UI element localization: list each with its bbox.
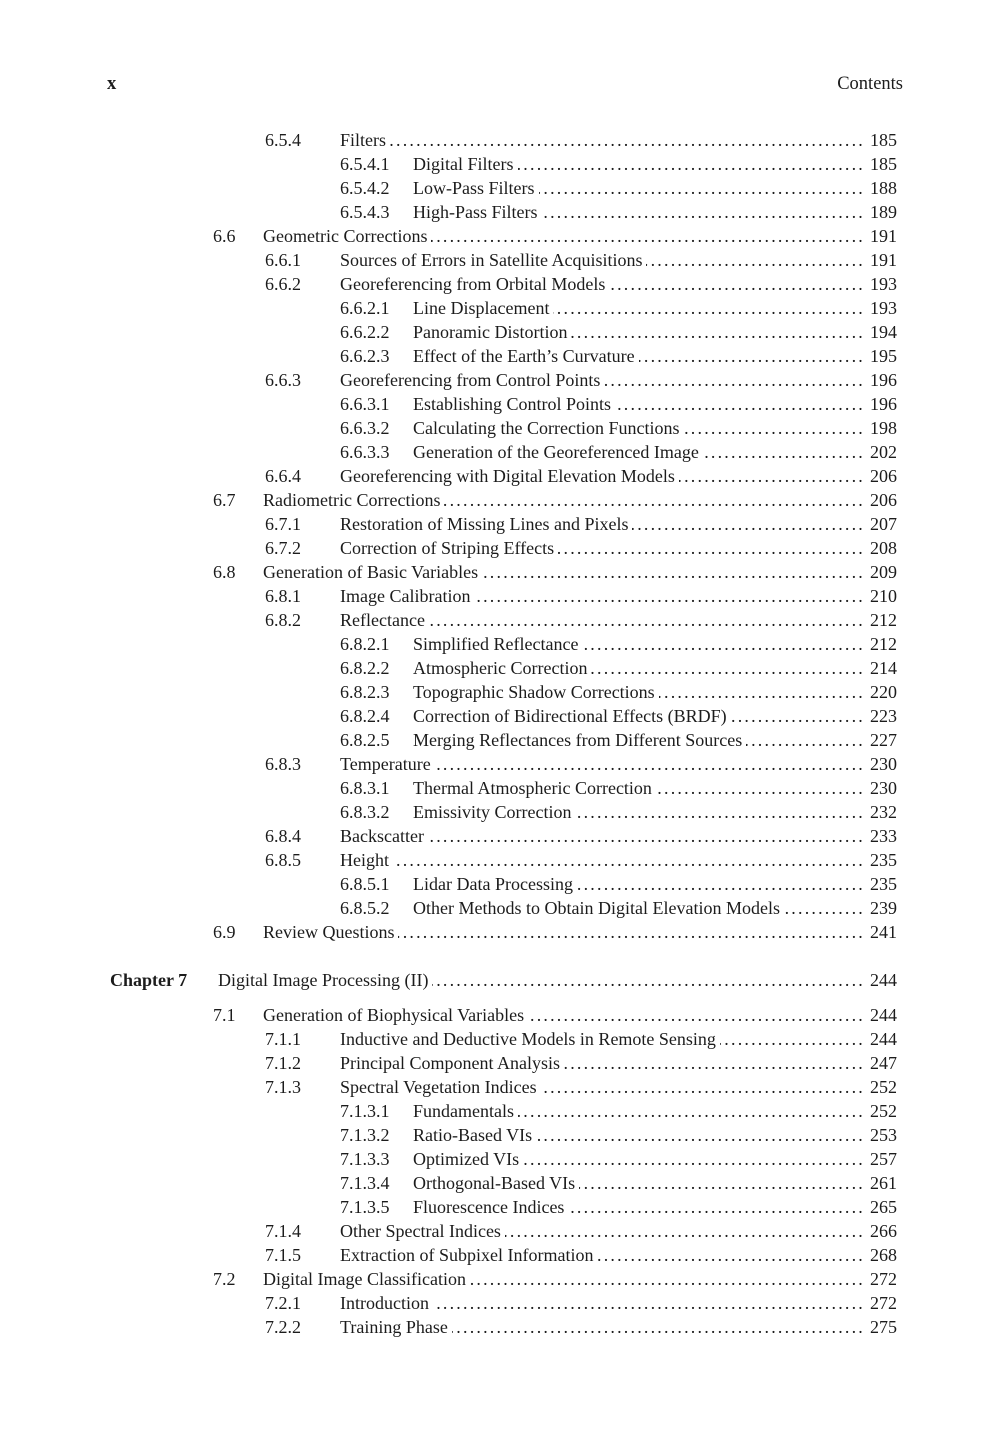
toc-dot-leader (505, 1219, 865, 1243)
toc-entry-page: 239 (870, 898, 897, 918)
toc-entry-number: 7.1.3 (265, 1077, 301, 1097)
toc-dot-leader (433, 1291, 865, 1315)
toc-entry (213, 1027, 897, 1051)
toc-entry-number: 6.6.3.2 (340, 418, 390, 438)
toc-entry-page: 233 (870, 826, 897, 846)
toc-entry (213, 368, 897, 392)
toc-dot-leader (591, 656, 865, 680)
toc-dot-leader (470, 1267, 865, 1291)
toc-entry-title: Other Spectral Indices (340, 1221, 501, 1241)
toc-dot-leader (523, 1147, 865, 1171)
toc-dot-leader (553, 296, 865, 320)
toc-entry (213, 824, 897, 848)
toc-dot-leader (784, 896, 865, 920)
toc-dot-leader (571, 320, 865, 344)
toc-entry (213, 1291, 897, 1315)
toc-entry (213, 440, 897, 464)
toc-entry-title: Merging Reflectances from Different Sources (413, 730, 743, 750)
toc-entry-page: 207 (870, 514, 897, 534)
toc-dot-leader (679, 464, 865, 488)
toc-dot-leader (539, 176, 866, 200)
toc-entry (213, 704, 897, 728)
toc-entry-title: Georeferencing from Control Points (340, 370, 601, 390)
toc-entry-number: 7.1.3.2 (340, 1125, 390, 1145)
toc-entry-number: 7.1.3.3 (340, 1149, 390, 1169)
toc-entry (213, 224, 897, 248)
toc-dot-leader (518, 1099, 865, 1123)
toc-entry-title: Atmospheric Correction (413, 658, 588, 678)
toc-entry-title: Radiometric Corrections (263, 490, 441, 510)
toc-entry-title: Height (340, 850, 389, 870)
toc-entry (213, 1123, 897, 1147)
toc-entry-page: 208 (870, 538, 897, 558)
toc-entry-title: Line Displacement (413, 298, 550, 318)
toc-entry-title: Image Calibration (340, 586, 471, 606)
toc-entry-page: 257 (870, 1149, 897, 1169)
toc-entry-number: 6.8.3.2 (340, 802, 390, 822)
toc-entry (213, 896, 897, 920)
toc-entry-page: 198 (870, 418, 897, 438)
toc-entry (213, 1219, 897, 1243)
toc-entry-number: 6.8.3.1 (340, 778, 390, 798)
toc-entry-number: 6.6.3.3 (340, 442, 390, 462)
toc-section-list-chapter7 (213, 1003, 897, 1339)
toc-entry-number: 6.6.2.3 (340, 346, 390, 366)
toc-dot-leader (639, 344, 865, 368)
toc-entry (213, 416, 897, 440)
toc-dot-leader (656, 776, 865, 800)
toc-entry-page: 191 (870, 226, 897, 246)
toc-entry (213, 464, 897, 488)
toc-dot-leader (683, 416, 865, 440)
toc-entry (213, 584, 897, 608)
toc-entry-title: Ratio-Based VIs (413, 1125, 533, 1145)
toc-entry (213, 632, 897, 656)
toc-entry-title: Digital Image Classification (263, 1269, 466, 1289)
toc-entry-title: Optimized VIs (413, 1149, 520, 1169)
toc-dot-leader (577, 872, 865, 896)
toc-entry-title: Restoration of Missing Lines and Pixels (340, 514, 629, 534)
toc-entry-page: 212 (870, 634, 897, 654)
toc-entry (213, 200, 897, 224)
toc-entry-number: 6.8.2.4 (340, 706, 390, 726)
toc-entry-page: 210 (870, 586, 897, 606)
toc-entry-number: 6.6.4 (265, 466, 301, 486)
toc-entry (213, 272, 897, 296)
toc-entry-title: Calculating the Correction Functions (413, 418, 680, 438)
toc-entry-page: 212 (870, 610, 897, 630)
toc-entry (213, 392, 897, 416)
toc-entry-number: 6.6.3 (265, 370, 301, 390)
toc-entry-title: Filters (340, 130, 387, 150)
toc-entry-title: Backscatter (340, 826, 424, 846)
toc-entry-title: Thermal Atmospheric Correction (413, 778, 652, 798)
toc-entry-number: 6.6.2 (265, 274, 301, 294)
toc-entry-page: 195 (870, 346, 897, 366)
toc-entry-title: Effect of the Earth’s Curvature (413, 346, 635, 366)
toc-entry-title: Principal Component Analysis (340, 1053, 560, 1073)
toc-dot-leader (435, 752, 865, 776)
toc-dot-leader (541, 1075, 865, 1099)
toc-dot-leader (731, 704, 865, 728)
toc-entry (213, 152, 897, 176)
toc-entry-title: Orthogonal-Based VIs (413, 1173, 576, 1193)
table-of-contents (110, 128, 897, 1339)
toc-dot-leader (536, 1123, 865, 1147)
toc-entry-number: 6.5.4 (265, 130, 301, 150)
toc-entry (213, 728, 897, 752)
toc-entry-title: Emissivity Correction (413, 802, 572, 822)
toc-entry-number: 6.8.5 (265, 850, 301, 870)
toc-entry (213, 656, 897, 680)
toc-dot-leader (390, 128, 865, 152)
toc-dot-leader (720, 1027, 865, 1051)
toc-entry-number: 6.5.4.2 (340, 178, 390, 198)
toc-entry-number: 6.9 (213, 922, 236, 942)
toc-entry-title: Introduction (340, 1293, 429, 1313)
toc-entry-number: 6.6 (213, 226, 236, 246)
toc-entry-page: 247 (870, 1053, 897, 1073)
toc-entry-page: 268 (870, 1245, 897, 1265)
toc-entry (213, 776, 897, 800)
toc-entry-number: 6.8.2.5 (340, 730, 390, 750)
toc-entry-number: 7.1.3.5 (340, 1197, 390, 1217)
toc-entry-title: Review Questions (263, 922, 395, 942)
toc-dot-leader (474, 584, 865, 608)
toc-entry (213, 512, 897, 536)
toc-entry-page: 252 (870, 1077, 897, 1097)
toc-dot-leader (579, 1171, 865, 1195)
toc-entry-title: Other Methods to Obtain Digital Elevation Models (413, 898, 780, 918)
toc-entry-title: Temperature (340, 754, 431, 774)
toc-entry-number: 7.2.1 (265, 1293, 301, 1313)
toc-entry-number: 6.6.3.1 (340, 394, 390, 414)
toc-entry (213, 296, 897, 320)
toc-entry-page: 185 (870, 154, 897, 174)
toc-entry-page: 196 (870, 370, 897, 390)
toc-entry-number: 6.7.1 (265, 514, 301, 534)
toc-dot-leader (452, 1315, 865, 1339)
toc-entry-number: 6.7 (213, 490, 236, 510)
toc-dot-leader (482, 560, 865, 584)
toc-dot-leader (746, 728, 865, 752)
toc-entry-page: 244 (870, 1029, 897, 1049)
toc-chapter-page: 244 (870, 970, 897, 990)
toc-dot-leader (431, 224, 865, 248)
toc-entry-page: 232 (870, 802, 897, 822)
toc-dot-leader (597, 1243, 865, 1267)
toc-dot-leader (609, 272, 865, 296)
toc-dot-leader (393, 848, 865, 872)
toc-entry-page: 266 (870, 1221, 897, 1241)
toc-entry-page: 191 (870, 250, 897, 270)
toc-entry (213, 752, 897, 776)
toc-entry-title: High-Pass Filters (413, 202, 538, 222)
toc-entry-number: 7.1.5 (265, 1245, 301, 1265)
toc-entry-number: 6.8.2.2 (340, 658, 390, 678)
toc-entry-page: 272 (870, 1293, 897, 1313)
toc-entry-title: Training Phase (340, 1317, 448, 1337)
toc-entry-title: Generation of the Georeferenced Image (413, 442, 699, 462)
toc-entry-title: Panoramic Distortion (413, 322, 568, 342)
toc-entry (213, 536, 897, 560)
page-header (107, 72, 903, 96)
toc-entry (213, 1051, 897, 1075)
toc-entry-number: 6.8.5.1 (340, 874, 390, 894)
toc-entry (213, 1147, 897, 1171)
toc-entry-title: Low-Pass Filters (413, 178, 535, 198)
toc-entry-number: 6.5.4.3 (340, 202, 390, 222)
toc-entry (213, 1315, 897, 1339)
toc-entry-title: Inductive and Deductive Models in Remote Sensing (340, 1029, 716, 1049)
toc-dot-leader (432, 968, 865, 992)
toc-entry-page: 241 (870, 922, 897, 942)
toc-entry (213, 248, 897, 272)
toc-dot-leader (428, 824, 865, 848)
toc-entry-page: 230 (870, 754, 897, 774)
toc-entry-number: 6.6.2.1 (340, 298, 390, 318)
toc-entry (213, 1075, 897, 1099)
toc-entry-number: 6.6.2.2 (340, 322, 390, 342)
toc-entry-page: 220 (870, 682, 897, 702)
toc-entry-title: Digital Filters (413, 154, 514, 174)
toc-chapter-label: Chapter 7 (110, 970, 188, 990)
toc-entry-page: 185 (870, 130, 897, 150)
toc-entry-title: Fundamentals (413, 1101, 514, 1121)
toc-dot-leader (646, 248, 865, 272)
toc-entry-page: 235 (870, 850, 897, 870)
toc-entry-title: Reflectance (340, 610, 425, 630)
toc-entry-number: 7.2 (213, 1269, 236, 1289)
toc-chapter-title: Digital Image Processing (II) (218, 970, 429, 990)
toc-entry (213, 320, 897, 344)
toc-entry-page: 275 (870, 1317, 897, 1337)
toc-entry-title: Establishing Control Points (413, 394, 612, 414)
toc-entry (213, 848, 897, 872)
toc-entry-title: Spectral Vegetation Indices (340, 1077, 537, 1097)
toc-entry-title: Extraction of Subpixel Information (340, 1245, 594, 1265)
folio-page-number: x (107, 74, 117, 94)
toc-entry-page: 244 (870, 1005, 897, 1025)
toc-entry (213, 800, 897, 824)
toc-dot-leader (542, 200, 865, 224)
toc-entry-page: 272 (870, 1269, 897, 1289)
toc-dot-leader (659, 680, 865, 704)
toc-entry (213, 1003, 897, 1027)
toc-dot-leader (398, 920, 865, 944)
toc-chapter-entry (110, 968, 897, 992)
toc-entry-number: 7.1 (213, 1005, 236, 1025)
toc-entry-page: 202 (870, 442, 897, 462)
toc-entry (213, 488, 897, 512)
toc-entry-number: 6.8.4 (265, 826, 301, 846)
toc-entry (213, 872, 897, 896)
toc-entry-title: Topographic Shadow Corrections (413, 682, 655, 702)
toc-dot-leader (632, 512, 865, 536)
toc-entry-number: 6.8.5.2 (340, 898, 390, 918)
toc-entry-number: 6.8.1 (265, 586, 301, 606)
toc-entry (213, 1243, 897, 1267)
toc-entry-number: 7.2.2 (265, 1317, 301, 1337)
toc-entry (213, 176, 897, 200)
toc-entry-number: 6.8.2.3 (340, 682, 390, 702)
toc-entry-number: 7.1.3.4 (340, 1173, 390, 1193)
toc-entry-number: 7.1.1 (265, 1029, 301, 1049)
toc-entry-number: 6.8.2.1 (340, 634, 390, 654)
toc-entry-page: 230 (870, 778, 897, 798)
toc-entry (213, 1171, 897, 1195)
toc-entry-title: Sources of Errors in Satellite Acquisitions (340, 250, 643, 270)
toc-entry-page: 227 (870, 730, 897, 750)
toc-entry-page: 214 (870, 658, 897, 678)
toc-dot-leader (582, 632, 865, 656)
toc-dot-leader (429, 608, 865, 632)
toc-dot-leader (564, 1051, 865, 1075)
toc-entry-page: 235 (870, 874, 897, 894)
toc-entry-title: Generation of Biophysical Variables (263, 1005, 525, 1025)
toc-entry-page: 209 (870, 562, 897, 582)
toc-entry (213, 920, 897, 944)
toc-entry-title: Correction of Striping Effects (340, 538, 555, 558)
toc-entry (213, 1267, 897, 1291)
toc-entry-number: 7.1.4 (265, 1221, 301, 1241)
toc-dot-leader (518, 152, 866, 176)
toc-entry-number: 6.5.4.1 (340, 154, 390, 174)
toc-dot-leader (615, 392, 865, 416)
toc-entry-title: Georeferencing from Orbital Models (340, 274, 606, 294)
toc-dot-leader (575, 800, 865, 824)
toc-dot-leader (568, 1195, 865, 1219)
toc-entry-page: 252 (870, 1101, 897, 1121)
toc-entry-page: 188 (870, 178, 897, 198)
toc-entry-title: Correction of Bidirectional Effects (BRDF) (413, 706, 727, 726)
toc-entry (213, 1099, 897, 1123)
toc-entry-number: 7.1.2 (265, 1053, 301, 1073)
toc-dot-leader (444, 488, 865, 512)
toc-entry (213, 560, 897, 584)
toc-entry-title: Generation of Basic Variables (263, 562, 479, 582)
toc-entry-number: 7.1.3.1 (340, 1101, 390, 1121)
toc-entry-number: 6.8.2 (265, 610, 301, 630)
toc-entry-page: 265 (870, 1197, 897, 1217)
toc-dot-leader (558, 536, 865, 560)
toc-entry-page: 253 (870, 1125, 897, 1145)
toc-section-list-chapter6 (213, 128, 897, 944)
toc-entry-page: 206 (870, 490, 897, 510)
toc-entry (213, 608, 897, 632)
toc-entry-page: 196 (870, 394, 897, 414)
toc-entry-number: 6.7.2 (265, 538, 301, 558)
toc-entry-number: 6.6.1 (265, 250, 301, 270)
toc-entry (213, 680, 897, 704)
toc-entry (213, 344, 897, 368)
toc-entry-number: 6.8 (213, 562, 236, 582)
toc-entry (213, 128, 897, 152)
toc-entry-title: Lidar Data Processing (413, 874, 573, 894)
toc-entry-page: 223 (870, 706, 897, 726)
toc-entry-page: 206 (870, 466, 897, 486)
toc-entry-title: Geometric Corrections (263, 226, 428, 246)
toc-entry-page: 193 (870, 298, 897, 318)
toc-entry (213, 1195, 897, 1219)
toc-entry-page: 193 (870, 274, 897, 294)
toc-dot-leader (528, 1003, 865, 1027)
toc-entry-page: 261 (870, 1173, 897, 1193)
toc-entry-title: Georeferencing with Digital Elevation Models (340, 466, 675, 486)
toc-entry-title: Fluorescence Indices (413, 1197, 565, 1217)
toc-dot-leader (703, 440, 865, 464)
toc-entry-page: 189 (870, 202, 897, 222)
toc-entry-page: 194 (870, 322, 897, 342)
toc-entry-number: 6.8.3 (265, 754, 301, 774)
toc-entry-title: Simplified Reflectance (413, 634, 579, 654)
toc-dot-leader (604, 368, 865, 392)
contents-heading: Contents (837, 74, 903, 94)
